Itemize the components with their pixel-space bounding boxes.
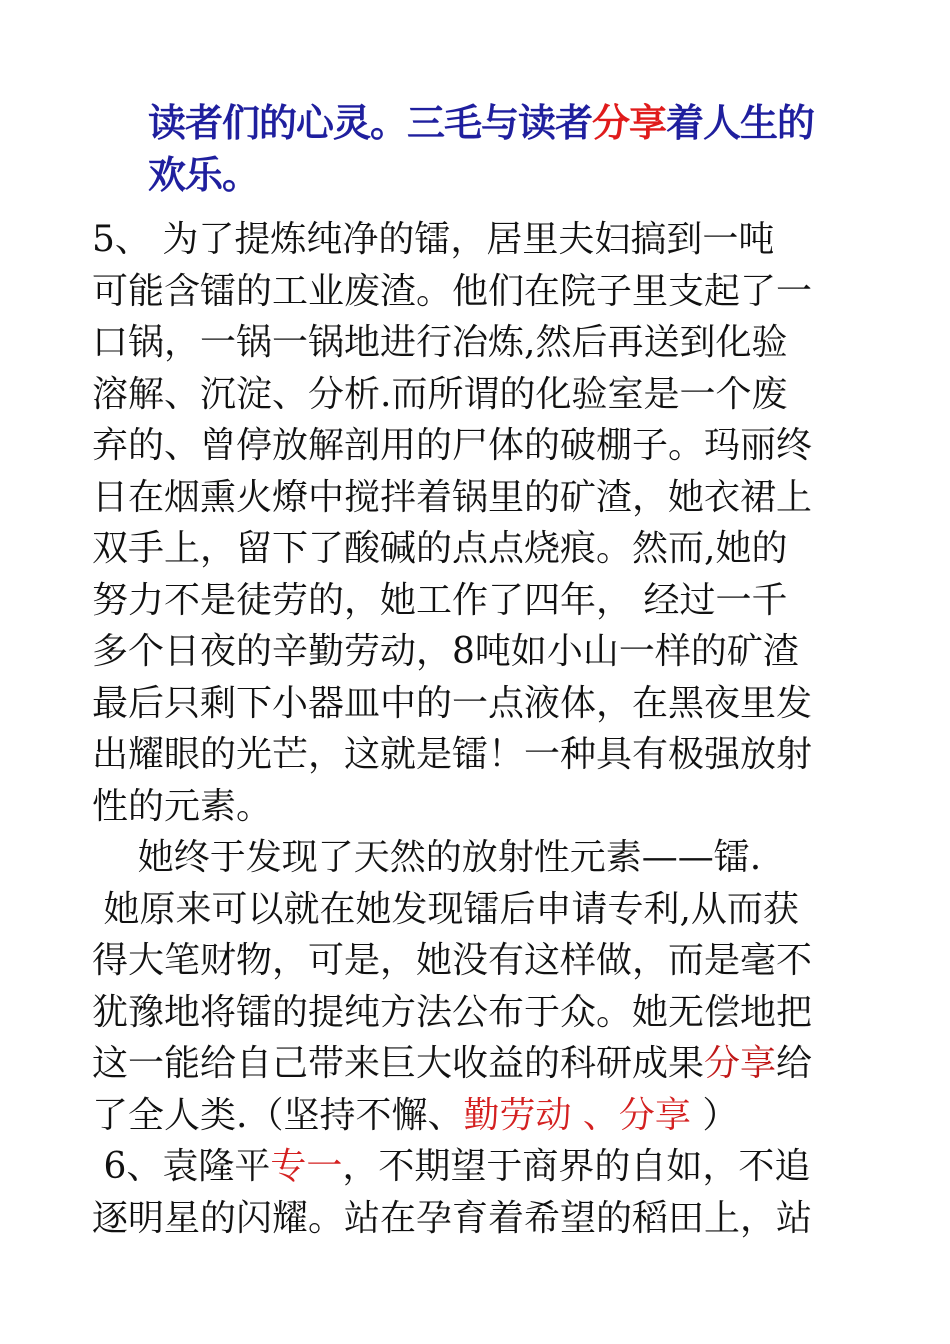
paragraph-5-line: 弃的、曾停放解剖用的尸体的破棚子。玛丽终 [92, 425, 813, 466]
highlight-share: 分享 [704, 1043, 777, 1084]
paragraph-5-line: 口锅，一锅一锅地进行冶炼,然后再送到化验 [92, 322, 788, 363]
paragraph-6-line: 6、袁隆平专一，不期望于商界的自如，不追 [92, 1146, 811, 1187]
highlight-share: 分享 [618, 1094, 691, 1136]
paragraph-5-line: 可能含镭的工业废渣。他们在院子里支起了一 [92, 270, 813, 312]
paragraph-5-line: 溶解、沉淀、分析.而所谓的化验室是一个废 [92, 373, 788, 415]
paragraph-5-line: 出耀眼的光芒，这就是镭！一种具有极强放射 [92, 734, 813, 775]
discovery-line: 得大笔财物，可是，她没有这样做，而是毫不 [92, 940, 813, 981]
heading-line-2: 欢乐。 [148, 152, 260, 197]
heading-line-1: 读者们的心灵。三毛与读者分享着人生的 [148, 101, 815, 145]
highlight-hard-work: 勤劳动 [463, 1094, 572, 1136]
heading-text [148, 98, 868, 201]
paragraph-5-line: 日在烟熏火燎中搅拌着锅里的矿渣，她衣裙上 [92, 476, 813, 518]
highlight-share: 分享 [592, 101, 667, 145]
discovery-line: 这一能给自己带来巨大收益的科研成果分享给 [92, 1043, 813, 1084]
discovery-line: 犹豫地将镭的提纯方法公布于众。她无偿地把 [92, 991, 813, 1033]
paragraph-5-line: 5、 为了提炼纯净的镭，居里夫妇搞到一吨 [92, 219, 775, 260]
discovery-line: 她终于发现了天然的放射性元素——镭. [92, 837, 762, 878]
highlight-focus: 专一 [270, 1146, 343, 1187]
paragraph-5-line: 双手上，留下了酸碱的点点烧痕。然而,她的 [92, 528, 788, 569]
paragraph-6-line: 逐明星的闪耀。站在孕育着希望的稻田上，站 [92, 1197, 813, 1239]
paragraph-5-line: 性的元素。 [92, 785, 273, 827]
discovery-line: 她原来可以就在她发现镭后申请专利,从而获 [92, 888, 799, 930]
paragraph-5-line: 多个日夜的辛勤劳动，8吨如小山一样的矿渣 [92, 631, 799, 672]
discovery-line: 了全人类.（坚持不懈、勤劳动 、分享 ） [92, 1094, 739, 1136]
body-text [92, 214, 862, 1244]
paragraph-5-line: 努力不是徒劳的，她工作了四年， 经过一千 [92, 579, 788, 621]
paragraph-5-line: 最后只剩下小器皿中的一点液体，在黑夜里发 [92, 682, 813, 724]
